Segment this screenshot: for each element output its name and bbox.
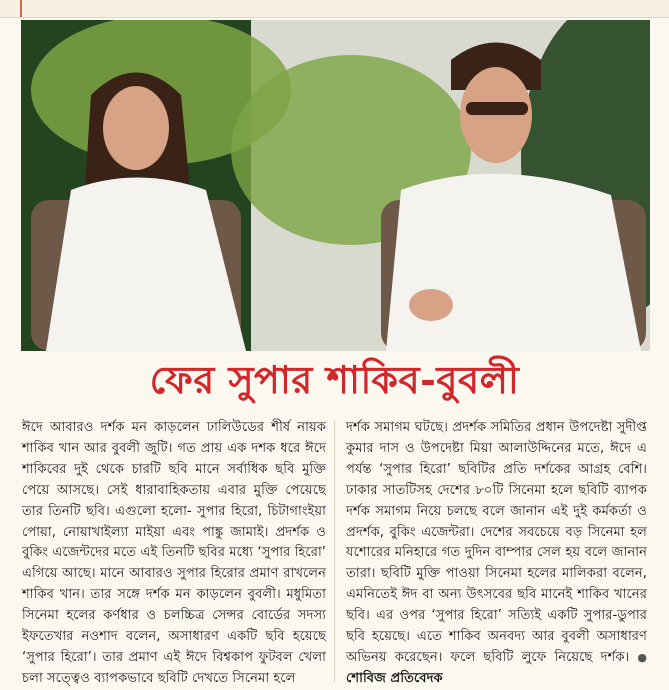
article-column-left: ঈদে আবারও দর্শক মন কাড়লেন ঢালিউডের শীর্ষ নায়ক শাকিব খান আর বুবলী জুটি। গত প্রায় এক দশক ধরে ঈদে শাকিবের দুই থেকে চারটি ছবি মানে সর্বাধিক ছবি মুক্তি পেয়ে আসছে। সেই ধারাবাহিকতায় এবার মুক্তি পেয়েছে তার তিনটি ছবি। এগুলো হলো- সুপার হিরো, চিটাগাংইয়া পোয়া, নোয়াখাইল্যা মাইয়া এবং পাঙ্কু জামাই। প্রদর্শক ও বুকিং এজেন্টদের মতে এই তিনটি ছবির মধ্যে ‘সুপার হিরো’ এগিয়ে আছে। মানে আবারও সুপার হিরোর প্রমাণ রাখলেন শাকিব খান। তার সঙ্গে দর্শক মন কাড়লেন বুবলী। মধুমিতা সিনেমা হলের কর্ণধার ও চলচ্চিত্র সেন্সর বোর্ডের সদস্য ইফতেখার নওশাদ বলেন, অসাধারণ একটি ছবি হয়েছে ‘সুপার হিরো’। তার প্রমাণ এই ঈদে বিশ্বকাপ ফুটবল খেলা চলা সত্ত্বেও ব্যাপকভাবে ছবিটি দেখতে সিনেমা হলে xyxy=(22,420,326,686)
article-right-text: দর্শক সমাগম ঘটছে। প্রদর্শক সমিতির প্রধান উপদেষ্টা সুদীপ্ত কুমার দাস ও উপদেষ্টা মিয়া আলাউদ্দিনের মতে, ঈদে এ পর্যন্ত ‘সুপার হিরো’ ছবিটির প্রতি দর্শকের আগ্রহ বেশি। ঢাকার সাতটিসহ দেশের ৮০টি সিনেমা হলে ছবিটি ব্যাপক দর্শক সমাগম নিয়ে চলছে বলে জানান এই দুই কর্মকর্তা ও প্রদর্শক, বুকিং এজেন্টরা। দেশের সবচেয়ে বড় সিনেমা হল যশোরের মনিহারে গত দুদিন বাম্পার সেল হয় বলে জানান তারা। ছবিটি মুক্তি পাওয়া সিনেমা হলের মালিকরা বলেন, এমনিতেই ঈদ বা অন্য উৎসবের ছবি মানেই শাকিব খানের ছবি। এর ওপর ‘সুপার হিরো’ সত্যিই একটি সুপার-ডুপার ছবি হয়েছে। এতে শাকিব অনবদ্য আর বুবলী অসাধারণ অভিনয় করেছেন। ফলে ছবিটি লুফে নিয়েছে দর্শক। xyxy=(346,420,647,665)
man-sunglasses xyxy=(466,102,528,115)
article-photo xyxy=(21,20,650,351)
byline-bullet-icon: ● xyxy=(637,650,647,664)
top-rule xyxy=(0,0,669,18)
man-outfit xyxy=(386,174,641,351)
byline-text: শোবিজ প্রতিবেদক xyxy=(346,670,443,686)
headline: ফের সুপার শাকিব-বুবলী xyxy=(149,357,520,402)
article-column-right xyxy=(346,418,647,690)
column-divider xyxy=(334,420,335,682)
woman-face xyxy=(103,86,169,170)
top-rule-accent xyxy=(20,0,22,17)
photo-illustration xyxy=(21,20,650,351)
man-hand xyxy=(409,289,453,321)
